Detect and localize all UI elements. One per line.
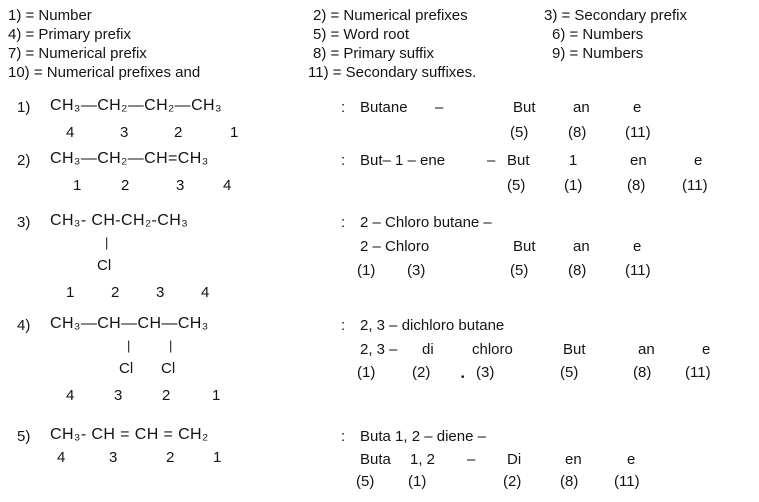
component-number: (1): [357, 262, 376, 279]
compound-formula: CH₃—CH₂—CH₂—CH₃: [50, 97, 222, 114]
component-number: (8): [627, 177, 646, 194]
component-number: (2): [412, 364, 431, 381]
legend-item: 3) = Secondary prefix: [544, 7, 687, 24]
legend-item: 9) = Numbers: [552, 45, 644, 62]
component-number: (8): [568, 124, 587, 141]
name-component: an: [573, 238, 590, 255]
name-component: e: [702, 341, 711, 358]
legend-item: 6) = Numbers: [552, 26, 644, 43]
name-component: But: [513, 238, 536, 255]
name-component: But: [513, 99, 536, 116]
legend-item: 8) = Primary suffix: [313, 45, 435, 62]
component-number: (5): [510, 262, 529, 279]
name-component: an: [573, 99, 590, 116]
component-number: (11): [614, 473, 640, 490]
stray-dot: •: [461, 372, 465, 383]
compound-index: 3): [17, 214, 31, 231]
compound-name: 2, 3 – dichloro butane: [360, 317, 505, 334]
carbon-number: 3: [109, 449, 118, 466]
component-number: (11): [682, 177, 708, 194]
compound-formula: CH₃- CH = CH = CH₂: [50, 426, 209, 443]
compound-formula: CH₃- CH-CH₂-CH₃: [50, 212, 189, 229]
carbon-number: 4: [66, 124, 75, 141]
name-component: 1, 2: [410, 451, 436, 468]
name-component: en: [630, 152, 647, 169]
carbon-number: 4: [66, 387, 75, 404]
component-number: (11): [625, 262, 651, 279]
compound-index: 4): [17, 317, 31, 334]
carbon-number: 3: [114, 387, 123, 404]
compound-name: Buta 1, 2 – diene –: [360, 428, 486, 445]
substituent-label: Cl: [161, 360, 176, 377]
component-number: (8): [568, 262, 587, 279]
bond-line: |: [127, 338, 131, 353]
component-number: (3): [476, 364, 495, 381]
legend-item: 4) = Primary prefix: [8, 26, 131, 43]
component-number: (3): [407, 262, 426, 279]
component-number: (5): [510, 124, 529, 141]
colon-separator: :: [341, 428, 346, 445]
colon-separator: :: [341, 152, 346, 169]
name-component: But: [507, 152, 530, 169]
carbon-number: 4: [201, 284, 210, 301]
carbon-number: 3: [176, 177, 185, 194]
name-component: 1: [569, 152, 578, 169]
compound-formula: CH₃—CH—CH—CH₃: [50, 315, 209, 332]
name-component: 2, 3 –: [360, 341, 398, 358]
component-number: (11): [625, 124, 651, 141]
name-dash: –: [435, 99, 444, 116]
carbon-number: 2: [121, 177, 130, 194]
legend-item: 11) = Secondary suffixes.: [308, 64, 477, 81]
legend-item: 10) = Numerical prefixes and: [8, 64, 201, 81]
colon-separator: :: [341, 214, 346, 231]
carbon-number: 2: [174, 124, 183, 141]
component-number: (1): [408, 473, 427, 490]
carbon-number: 1: [66, 284, 75, 301]
substituent-label: Cl: [119, 360, 134, 377]
name-component: en: [565, 451, 582, 468]
component-number: (8): [633, 364, 652, 381]
bond-line: |: [105, 235, 109, 250]
carbon-number: 1: [73, 177, 82, 194]
compound-index: 1): [17, 99, 31, 116]
name-component: e: [627, 451, 636, 468]
component-number: (5): [560, 364, 579, 381]
name-dash: –: [487, 152, 496, 169]
carbon-number: 4: [223, 177, 232, 194]
carbon-number: 2: [111, 284, 120, 301]
carbon-number: 2: [166, 449, 175, 466]
colon-separator: :: [341, 99, 346, 116]
name-component: Buta: [360, 451, 391, 468]
legend-item: 7) = Numerical prefix: [8, 45, 147, 62]
compound-formula: CH₃—CH₂—CH=CH₃: [50, 150, 209, 167]
carbon-number: 1: [213, 449, 222, 466]
name-component: e: [633, 99, 642, 116]
name-component: But: [563, 341, 586, 358]
carbon-number: 3: [156, 284, 165, 301]
compound-index: 2): [17, 152, 31, 169]
legend-item: 5) = Word root: [313, 26, 410, 43]
component-number: (1): [357, 364, 376, 381]
compound-name: But– 1 – ene: [360, 152, 446, 169]
name-component: Di: [507, 451, 522, 468]
name-component: chloro: [472, 341, 513, 358]
compound-index: 5): [17, 428, 31, 445]
bond-line: |: [169, 338, 173, 353]
carbon-number: 3: [120, 124, 129, 141]
name-component: e: [633, 238, 642, 255]
component-number: (8): [560, 473, 579, 490]
component-number: (1): [564, 177, 583, 194]
name-component: di: [422, 341, 434, 358]
carbon-number: 4: [57, 449, 66, 466]
substituent-label: Cl: [97, 257, 112, 274]
component-number: (5): [356, 473, 375, 490]
colon-separator: :: [341, 317, 346, 334]
name-component: 2 – Chloro: [360, 238, 430, 255]
legend-item: 1) = Number: [8, 7, 92, 24]
component-number: (11): [685, 364, 711, 381]
component-number: (2): [503, 473, 522, 490]
component-number: (5): [507, 177, 526, 194]
carbon-number: 1: [230, 124, 239, 141]
legend-item: 2) = Numerical prefixes: [313, 7, 468, 24]
name-component: an: [638, 341, 655, 358]
carbon-number: 2: [162, 387, 171, 404]
compound-name: 2 – Chloro butane –: [360, 214, 492, 231]
name-dash: –: [467, 451, 476, 468]
carbon-number: 1: [212, 387, 221, 404]
compound-name: Butane: [360, 99, 408, 116]
name-component: e: [694, 152, 703, 169]
